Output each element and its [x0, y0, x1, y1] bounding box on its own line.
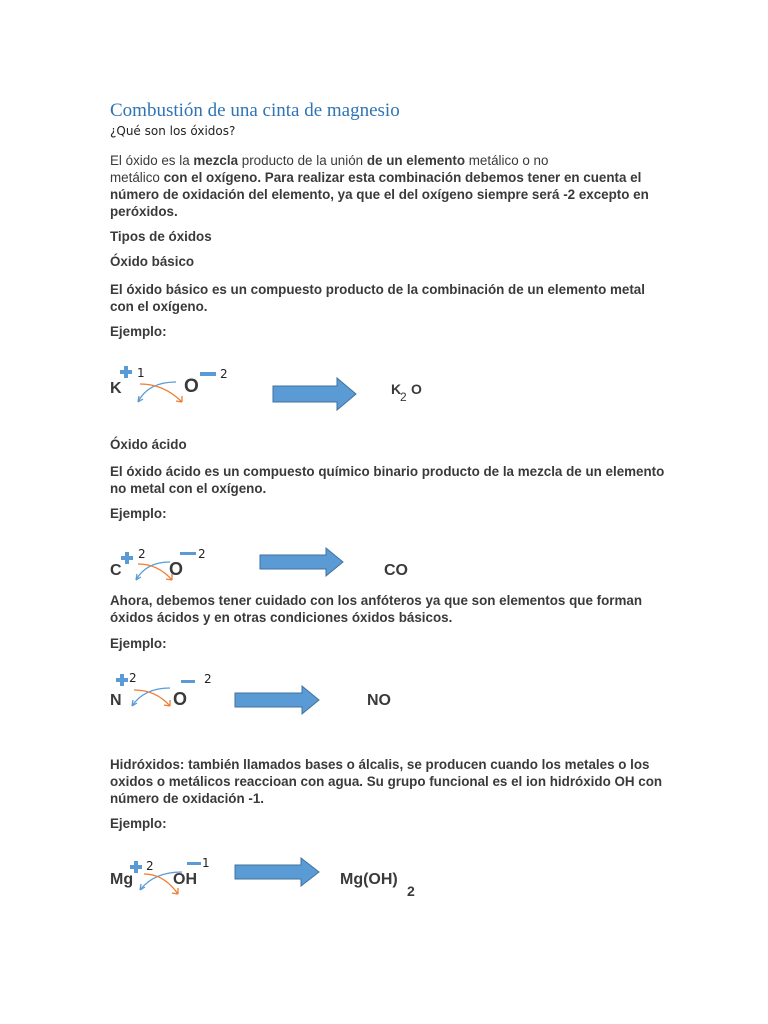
minus-icon [200, 372, 216, 376]
product-no: NO [367, 692, 391, 709]
acido-paragraph: El óxido ácido es un compuesto químico binario producto de la mezcla de un elemento no metal con el oxígeno. [110, 464, 665, 496]
hidroxidos-paragraph: Hidróxidos: también llamados bases o álcalis, se producen cuando los metales o los oxidos o metálicos reaccioan con agua. Su grupo funcional es el ion hidróxido OH con número de oxidación -1. [110, 757, 663, 806]
product-sub: 2 [400, 390, 407, 404]
element-o: O [184, 376, 199, 397]
example-2-diagram [0, 544, 768, 592]
intro-paragraph [110, 152, 670, 220]
intro-text-3: metálico o no [465, 153, 549, 168]
intro-bold-1: mezcla [193, 153, 239, 168]
element-n: N [110, 692, 122, 709]
oxidation-n: 2 [129, 671, 137, 685]
curve-orange-icon [140, 384, 182, 402]
intro-text-4: metálico [110, 170, 164, 185]
ejemplo-label-2: Ejemplo: [110, 506, 167, 521]
oxidation-o: 2 [220, 367, 228, 381]
minus-icon [187, 862, 201, 865]
oxidation-c: 2 [138, 547, 146, 561]
intro-text-1: El óxido es la [110, 153, 194, 168]
reaction-arrow-icon [273, 378, 356, 410]
reaction-arrow-icon [235, 686, 319, 714]
intro-text-2: producto de la unión [238, 153, 367, 168]
minus-icon [180, 552, 196, 555]
product-sub: 2 [407, 883, 415, 899]
element-c: C [110, 562, 122, 579]
ejemplo-label-4: Ejemplo: [110, 816, 167, 831]
intro-bold-2: de un elemento [366, 153, 466, 168]
subtitle: ¿Qué son los óxidos? [110, 124, 236, 138]
ejemplo-label-3: Ejemplo: [110, 636, 167, 651]
oxidation-k: 1 [137, 366, 145, 380]
ejemplo-label-1: Ejemplo: [110, 324, 167, 339]
element-oh: OH [173, 871, 197, 888]
product-k: K [391, 381, 402, 397]
element-mg: Mg [110, 871, 134, 888]
example-3-diagram [0, 668, 768, 718]
reaction-arrow-icon [235, 858, 319, 886]
example-1-diagram [0, 360, 768, 416]
product-mgoh: Mg(OH) [340, 871, 398, 888]
acido-heading: Óxido ácido [110, 437, 187, 452]
example-4-diagram [0, 852, 768, 902]
oxidation-o: 2 [204, 672, 212, 686]
basico-paragraph: El óxido básico es un compuesto producto de la combinación de un elemento metal con el oxígeno. [110, 282, 645, 314]
anfoteros-paragraph: Ahora, debemos tener cuidado con los anfóteros ya que son elementos que forman óxidos ácidos y en otras condiciones óxidos básicos. [110, 593, 643, 625]
element-o: O [169, 559, 184, 579]
plus-icon [116, 674, 128, 686]
tipos-heading: Tipos de óxidos [110, 229, 212, 244]
element-k: K [110, 380, 122, 397]
oxidation-mg: 2 [146, 859, 154, 873]
product-o: O [411, 381, 422, 397]
intro-bold-3: con el oxígeno. Para realizar esta combinación debemos tener en cuenta el número de oxidación del elemento, ya que el del oxígeno siempre será -2 excepto en peróxidos. [110, 170, 649, 219]
document-title: Combustión de una cinta de magnesio [110, 100, 400, 121]
element-o: O [173, 689, 188, 709]
curve-orange-icon [138, 564, 172, 580]
product-co: CO [384, 562, 408, 579]
minus-icon [181, 680, 195, 683]
plus-icon [121, 552, 133, 564]
basico-heading: Óxido básico [110, 254, 195, 269]
reaction-arrow-icon [260, 548, 343, 576]
oxidation-oh: 1 [202, 856, 210, 870]
oxidation-o: 2 [198, 547, 206, 561]
plus-icon [120, 366, 132, 378]
